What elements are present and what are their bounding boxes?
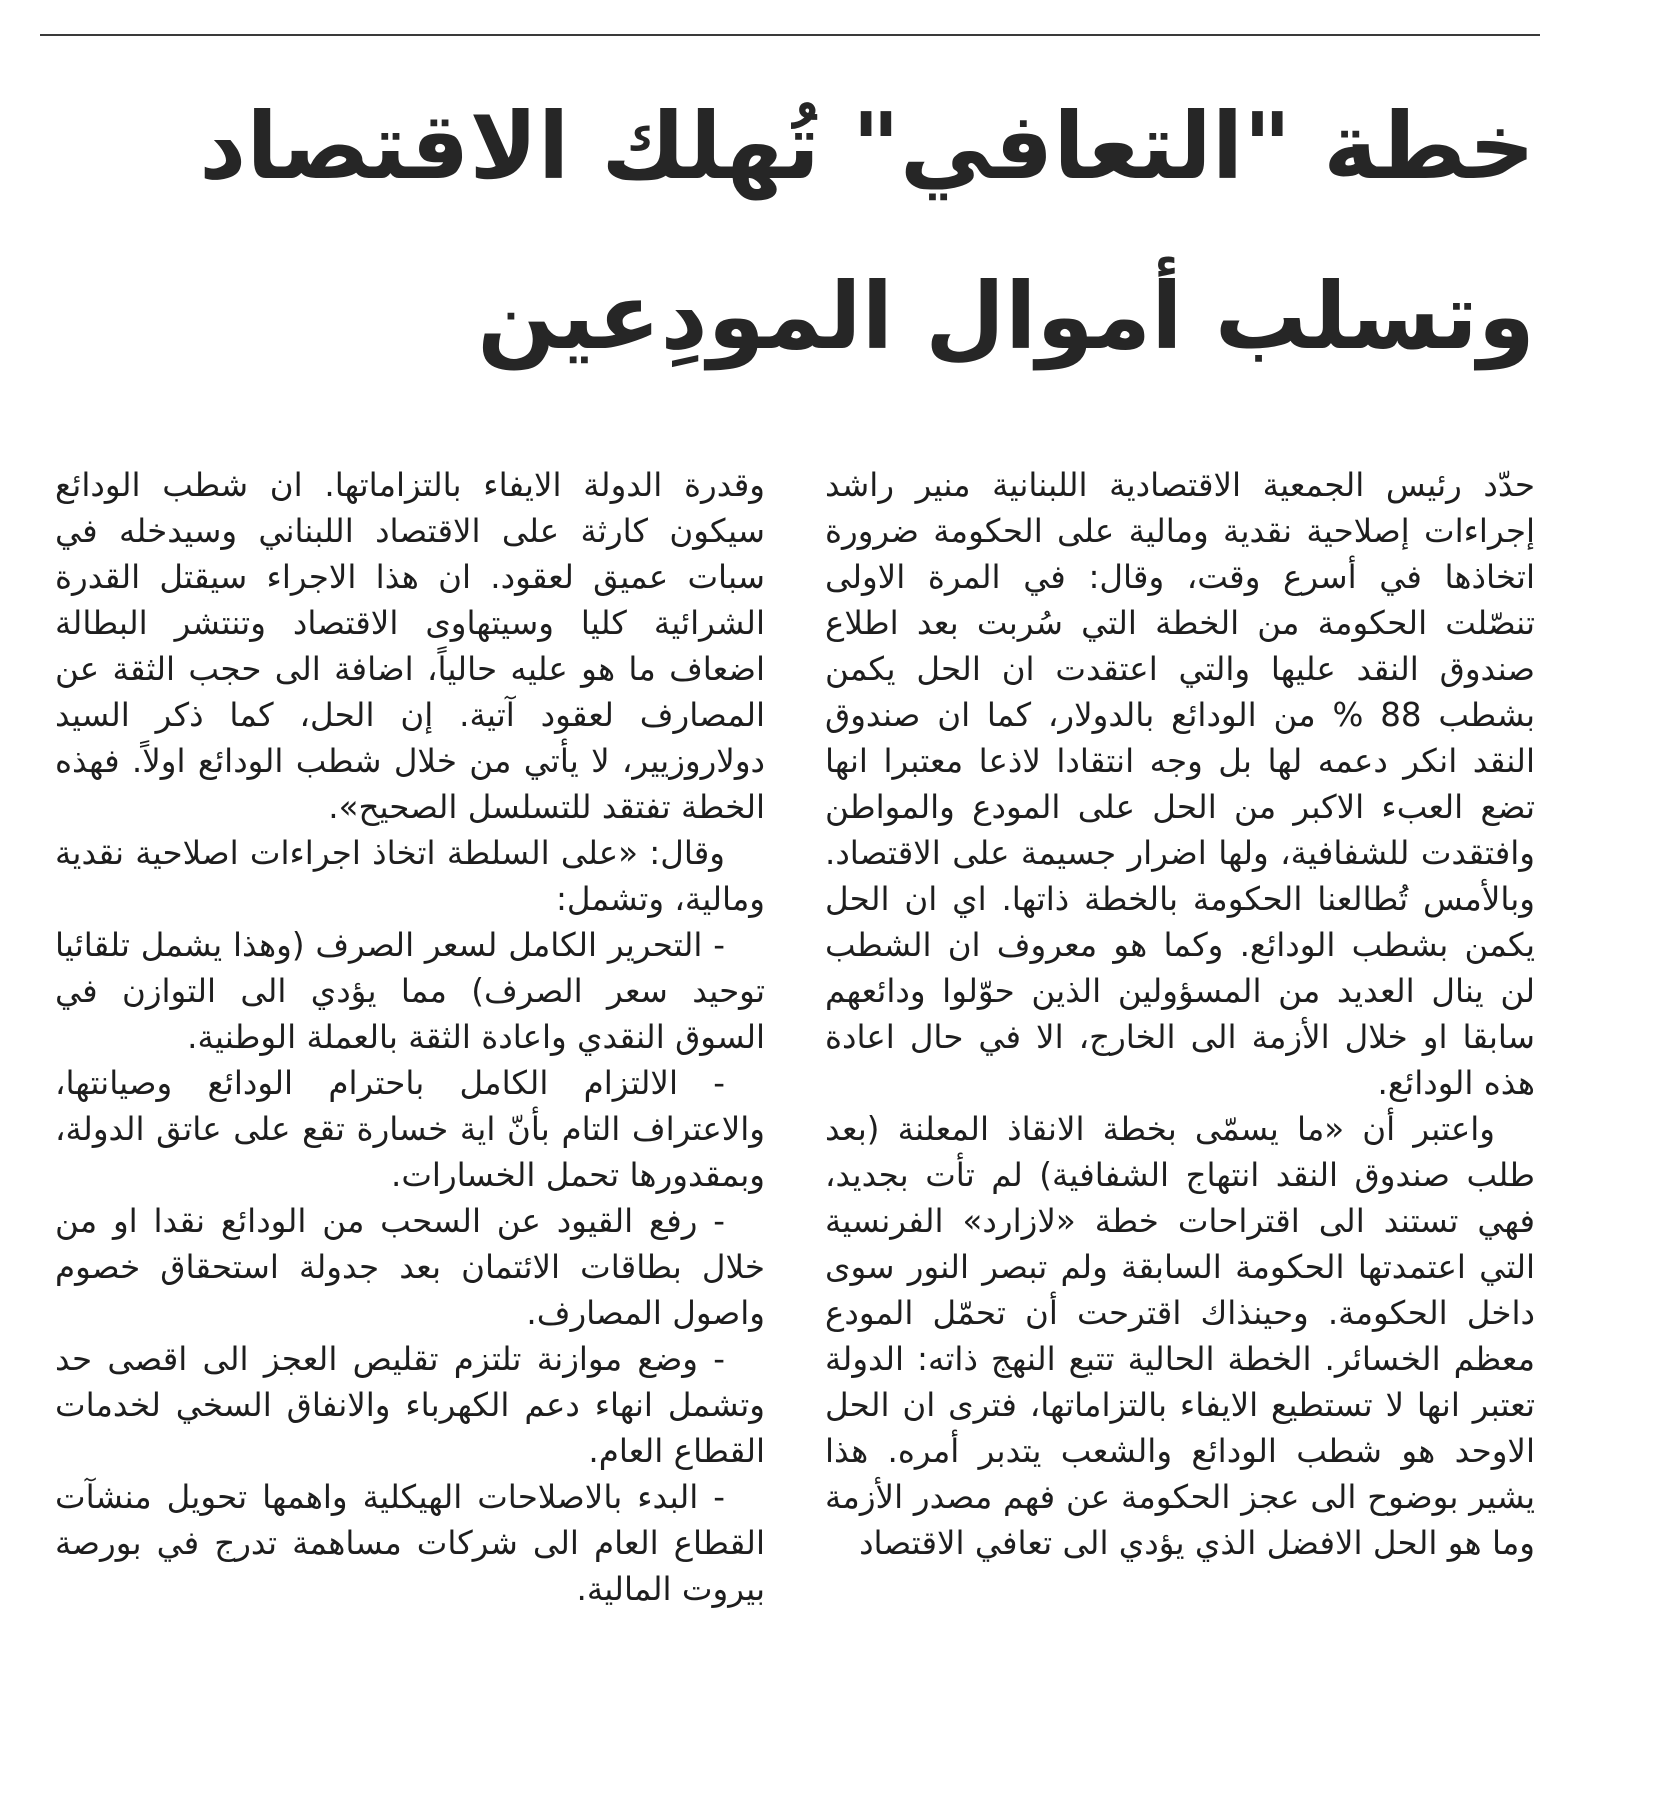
list-item: - التحرير الكامل لسعر الصرف (وهذا يشمل تلقائيا توحيد سعر الصرف) مما يؤدي الى التوازن في السوق النقدي واعادة الثقة بالعملة الوطنية. — [55, 926, 765, 1056]
article-column-right — [825, 462, 1535, 1566]
top-rule — [40, 34, 1540, 36]
list-item: - الالتزام الكامل باحترام الودائع وصيانتها، والاعتراف التام بأنّ اية خسارة تقع على عاتق الدولة، وبمقدورها تحمل الخسارات. — [55, 1064, 765, 1194]
paragraph: حدّد رئيس الجمعية الاقتصادية اللبنانية منير راشد إجراءات إصلاحية نقدية ومالية على الحكومة ضرورة اتخاذها في أسرع وقت، وقال: في المرة الاولى تنصّلت الحكومة من الخطة التي سُربت بعد اطلاع صندوق النقد عليها والتي اعتقدت ان الحل يكمن بشطب 88 % من الودائع بالدولار، كما ان صندوق النقد انكر دعمه لها بل وجه انتقادا لاذعا معتبرا انها تضع العبء الاكبر من الحل على المودع والمواطن وافتقدت للشفافية، ولها اضرار جسيمة على الاقتصاد. وبالأمس تُطالعنا الحكومة بالخطة ذاتها. اي ان الحل يكمن بشطب الودائع. وكما هو معروف ان الشطب لن ينال العديد من المسؤولين الذين حوّلوا ودائعهم سابقا او خلال الأزمة الى الخارج، الا في حال اعادة هذه الودائع. — [825, 466, 1535, 1102]
paragraph: واعتبر أن «ما يسمّى بخطة الانقاذ المعلنة (بعد طلب صندوق النقد انتهاج الشفافية) لم تأت بجديد، فهي تستند الى اقتراحات خطة «لازارد» الفرنسية التي اعتمدتها الحكومة السابقة ولم تبصر النور سوى داخل الحكومة. وحينذاك اقترحت أن تحمّل المودع معظم الخسائر. الخطة الحالية تتبع النهج ذاته: الدولة تعتبر انها لا تستطيع الايفاء بالتزاماتها، فترى ان الحل الاوحد هو شطب الودائع والشعب يتدبر أمره. هذا يشير بوضوح الى عجز الحكومة عن فهم مصدر الأزمة وما هو الحل الافضل الذي يؤدي الى تعافي الاقتصاد — [825, 1110, 1535, 1562]
paragraph: وقدرة الدولة الايفاء بالتزاماتها. ان شطب الودائع سيكون كارثة على الاقتصاد اللبناني وسيدخله في سبات عميق لعقود. ان هذا الاجراء سيقتل القدرة الشرائية كليا وسيتهاوى الاقتصاد وتنتشر البطالة اضعاف ما هو عليه حالياً، اضافة الى حجب الثقة عن المصارف لعقود آتية. إن الحل، كما ذكر السيد دولاروزيير، لا يأتي من خلال شطب الودائع اولاً. فهذه الخطة تفتقد للتسلسل الصحيح». — [55, 466, 765, 826]
list-item: - وضع موازنة تلتزم تقليص العجز الى اقصى حد وتشمل انهاء دعم الكهرباء والانفاق السخي لخدمات القطاع العام. — [55, 1340, 765, 1470]
list-item: - رفع القيود عن السحب من الودائع نقدا او من خلال بطاقات الائتمان بعد جدولة استحقاق خصوم واصول المصارف. — [55, 1202, 765, 1332]
article-column-left — [55, 462, 765, 1612]
paragraph: وقال: «على السلطة اتخاذ اجراءات اصلاحية نقدية ومالية، وتشمل: — [55, 834, 765, 918]
headline-line-1: خطة "التعافي" تُهلك الاقتصاد — [199, 93, 1535, 200]
list-item: - البدء بالاصلاحات الهيكلية واهمها تحويل منشآت القطاع العام الى شركات مساهمة تدرج في بورصة بيروت المالية. — [55, 1478, 765, 1608]
headline-line-2: وتسلب أموال المودِعين — [477, 263, 1535, 370]
headline — [40, 62, 1535, 402]
